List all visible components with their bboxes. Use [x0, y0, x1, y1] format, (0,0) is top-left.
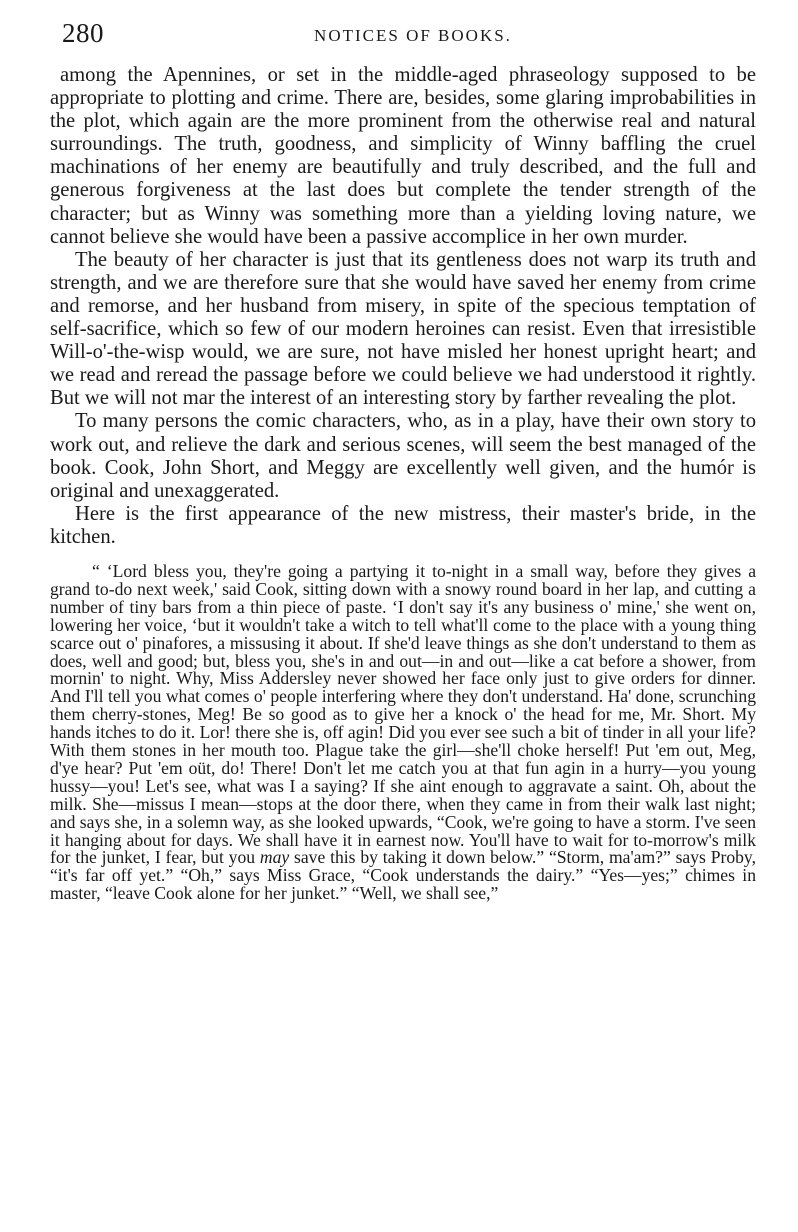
- excerpt-text-1: “ ‘Lord bless you, they're going a partying it to-night in a small way, before they gives a grand to-do next week,' said Cook, sitting down with a snowy round board in her lap, and cutting a number of tiny bars from a thin piece of paste. ‘I don't say it's any business o' mine,' she went on, lowering her voice, ‘but it wouldn't take a witch to tell what'll come to the place with a young thing scarce out o' pinafores, a missusing it about. If she'd leave things as she don't understand to them as does, well and good; but, bless you, she's in and out—in and out—like a cat before a shower, from mornin' to night. Why, Miss Addersley never showed her face only just to give orders for dinner. And I'll tell you what comes o' people interfering where they don't understand. Ha' done, scrunching them cherry-stones, Meg! Be so good as to give her a knock o' the head for me, Mr. Short. My hands itches to do it. Lor! there she is, off agin! Did you ever see such a bit of tinder in all your life? With them stones in her mouth too. Plague take the girl—she'll choke herself! Put 'em out, Meg, d'ye hear? Put 'em oüt, do! There! Don't let me catch you at that fun agin in a hurry—you young hussy—you! Let's see, what was I a saying? If she aint enough to aggravate a saint. Oh, about the milk. She—missus I mean—stops at the door there, when they came in from their walk last night; and says she, in a solemn way, as she looked upwards, “Cook, we're going to have a storm. I've seen it hanging about for days. We shall have it in earnest now. You'll have to wait for to-morrow's milk for the junket, I fear, but you: [50, 560, 756, 868]
- page-header: [50, 0, 756, 58]
- review-text: [50, 64, 756, 549]
- paragraph-1: among the Apennines, or set in the middle-aged phraseology supposed to be appropriate to plotting and crime. There are, besides, some glaring improbabilities in the plot, which again are the more prominent from the otherwise real and natural surroundings. The truth, goodness, and simplicity of Winny baffling the cruel machinations of her enemy are beautifully and truly described, and the full and generous forgiveness at the last does but complete the tender strength of the character; but as Winny was something more than a yielding loving nature, we cannot believe she would have been a passive accomplice in her own murder.: [50, 64, 756, 248]
- paragraph-4: Here is the first appearance of the new mistress, their master's bride, in the kitchen.: [50, 502, 756, 548]
- book-page: [50, 0, 756, 903]
- paragraph-3: To many persons the comic characters, who, as in a play, have their own story to work out, and relieve the dark and serious scenes, will seem the best managed of the book. Cook, John Short, and Meggy are excellently well given, and the humór is original and unexaggerated.: [50, 410, 756, 502]
- excerpt-text-2: save this by taking it down below.” “Storm, ma'am?” says Proby, “it's far off yet.” “Oh,” says Miss Grace, “Cook understands the dairy.” “Yes—yes;” chimes in master, “leave Cook alone for her junket.” “Well, we shall see,”: [50, 847, 756, 904]
- excerpt-paragraph: [50, 560, 756, 904]
- running-title: NOTICES OF BOOKS.: [314, 26, 512, 45]
- quoted-excerpt: [50, 560, 756, 904]
- excerpt-italic-word: may: [259, 847, 290, 868]
- paragraph-2: The beauty of her character is just that its gentleness does not warp its truth and strength, and we are therefore sure that she would have saved her enemy from crime and remorse, and her husband from misery, in spite of the specious temptation of self-sacrifice, which so few of our modern heroines can resist. Even that irresistible Will-o'-the-wisp would, we are sure, not have misled her honest upright heart; and we read and reread the passage before we could believe we had understood it rightly. But we will not mar the interest of an interesting story by farther revealing the plot.: [50, 248, 756, 410]
- page-number: 280: [62, 18, 104, 48]
